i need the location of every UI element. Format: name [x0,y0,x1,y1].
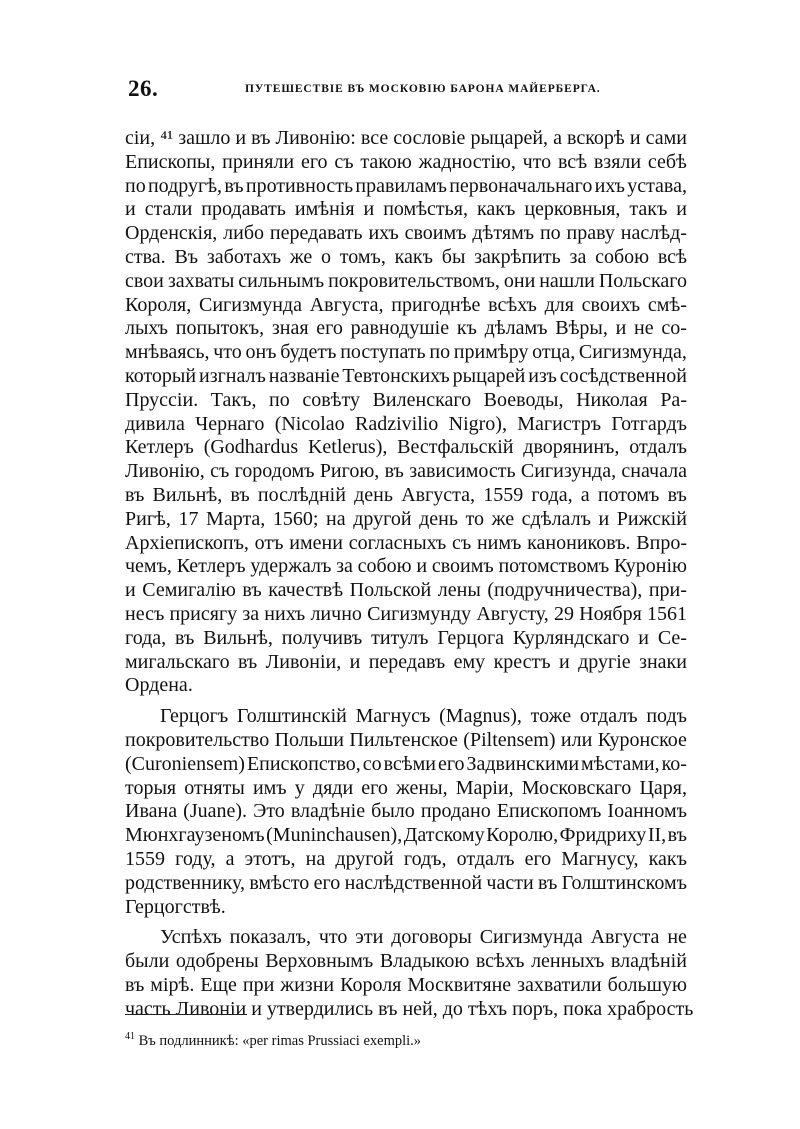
text-line: Мюнхгаузеномъ (Muninchausen), Датскому Королю, Фридриху II, въ [125,824,687,847]
text-line: Пруссіи. Такъ, по совѣту Виленскаго Воеводы, Николая Ра- [125,388,687,411]
text-line: Короля, Сигизмунда Августа, пригоднѣе всѣхъ для своихъ смѣ- [125,293,687,316]
page-header [125,76,685,100]
running-title: ПУТЕШЕСТВІЕ ВЪ МОСКОВІЮ БАРОНА МАЙЕРБЕРГА. [245,83,601,95]
text-line: сіи, ⁴¹ зашло и въ Ливонію: все сословіе рыцарей, а вскорѣ и сами [125,127,687,149]
page-number: 26. [128,76,159,101]
text-line: Ивана (Juane). Это владѣніе было продано Епископомъ Іоанномъ [125,800,687,823]
body-text [125,127,694,1021]
text-line: и стали продавать имѣнія и помѣстья, какъ церковныя, такъ и [125,198,687,221]
text-line: ства. Въ заботахъ же о томъ, какъ бы закрѣпить за собою всѣ [125,245,687,268]
text-line: въ мірѣ. Еще при жизни Короля Москвитяне захватили большую [125,973,687,996]
text-line: Ригѣ, 17 Марта, 1560; на другой день то же сдѣлалъ и Рижскій [125,507,687,530]
footnote-text: Въ подлинникѣ: «per rimas Prussiaci exempli.» [138,1032,422,1049]
text-line: по подругѣ, въ противность правиламъ первоначальнаго ихъ устава, [125,174,687,197]
text-line: родственнику, вмѣсто его наслѣдственной части въ Голштинскомъ [125,871,687,894]
text-line: Кетлеръ (Godhardus Ketlerus), Вестфальскій дворянинъ, отдалъ [125,436,687,459]
text-line: и Семигалію въ качествѣ Польской лены (подручничества), при- [125,579,687,602]
text-line: чемъ, Кетлеръ удержалъ за собою и своимъ потомствомъ Куронію [125,555,687,578]
text-line: Архіепископъ, отъ имени согласныхъ съ нимъ канониковъ. Впро- [125,531,687,554]
text-line: несъ присягу за нихъ лично Сигизмунду Августу, 29 Ноября 1561 [125,602,687,625]
text-line: Ордена. [125,674,193,697]
text-line: Епископы, приняли его съ такою жадностію, что всѣ взяли себѣ [125,150,687,173]
text-line: (Curoniensem) Епископство, со всѣми его Задвинскими мѣстами, ко- [125,752,687,775]
text-line: Герцогъ Голштинскій Магнусъ (Magnus), тоже отдалъ подъ [160,705,687,728]
text-line: лыхъ попытокъ, зная его равнодушіе къ дѣламъ Вѣры, и не со- [125,317,687,340]
text-line: дивила Чернаго (Nicolao Radzivilio Nigro), Магистръ Готгардъ [125,412,687,435]
footnote-marker: 41 [125,1031,135,1042]
paragraph [125,705,687,919]
text-line: въ Вильнѣ, въ послѣдній день Августа, 1559 года, а потомъ въ [125,483,687,506]
text-line: торыя отняты имъ у дяди его жены, Маріи, Московскаго Царя, [125,776,687,799]
text-line: свои захваты сильнымъ покровительствомъ, они нашли Польскаго [125,269,687,292]
paragraph [125,926,694,1021]
text-line: часть Ливоніи и утвердились въ ней, до тѣхъ поръ, пока храбрость [125,997,694,1020]
paragraph [125,127,687,698]
text-line: который изгналъ названіе Тевтонскихъ рыцарей изъ сосѣдственной [125,364,687,387]
text-line: Герцогствѣ. [125,895,226,918]
text-line: покровительство Польши Пильтенское (Piltensem) или Куронское [125,728,687,751]
text-line: 1559 году, а этотъ, на другой годъ, отдалъ его Магнусу, какъ [125,847,687,870]
text-line: года, въ Вильнѣ, получивъ титулъ Герцога Курляндскаго и Се- [125,626,687,649]
text-line: Орденскія, либо передавать ихъ своимъ дѣтямъ по праву наслѣд- [125,222,687,245]
text-line: мигальскаго въ Ливоніи, и передавъ ему крестъ и другіе знаки [125,650,687,673]
text-line: мнѣваясь, что онъ будетъ поступать по примѣру отца, Сигизмунда, [125,341,687,364]
text-line: Ливонію, съ городомъ Ригою, въ зависимость Сигизунда, сначала [125,460,687,483]
text-line: были одобрены Верховнымъ Владыкою всѣхъ ленныхъ владѣній [125,950,687,973]
footnote [125,1031,421,1050]
text-line: Успѣхъ показалъ, что эти договоры Сигизмунда Августа не [160,926,687,949]
footnote-divider [125,1014,247,1015]
